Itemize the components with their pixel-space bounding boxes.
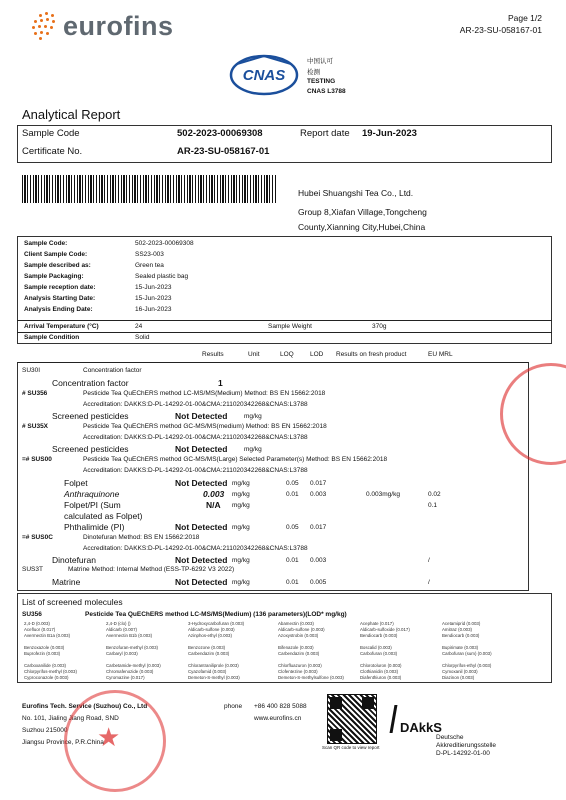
molecule: Chromafenozide (0.003) [106,669,154,674]
eurofins-logo [30,10,174,46]
molecule: Aldicarb-sulfoxide (0.017) [360,627,410,632]
molecule: Cyazofamid (0.003) [188,669,227,674]
molecule: Benzozone (0.003) [188,645,226,650]
arrival-label: Arrival Temperature (°C) [24,323,99,330]
report-date-value: 19-Jun-2023 [362,128,417,139]
molecule: Aldicarb-sulfone (0.003) [278,627,325,632]
molecule: Buprofezin (0.003) [24,651,61,656]
analyte-result: Not Detected [175,444,228,454]
sample-code-label: Sample Code [22,128,80,139]
analyte-loq: 0.05 [286,524,299,531]
method-name: Concentration factor [83,367,142,374]
method-code: SUS3T [22,566,43,573]
logo-dots-icon [30,12,60,42]
analyte-label: Screened pesticides [52,411,129,421]
molecule: Clofentezine (0.003) [278,669,318,674]
info-label: Analysis Starting Date: [24,295,96,302]
analyte-unit: mg/kg [232,557,250,564]
analyte-unit: mg/kg [244,446,262,453]
molecule: Avermectin B1b (0.003) [106,633,153,638]
molecule: Bendiocarb (0.003) [360,633,398,638]
phone-label: phone [224,703,243,710]
info-label: Sample Code: [24,240,68,247]
screened-method: Pesticide Tea QuEChERS method LC-MS/MS(Medium) (136 parameters)(LOD* mg/kg) [85,611,347,618]
molecule: Diazinon (0.003) [442,675,475,680]
analyte-unit: mg/kg [232,502,250,509]
analyte-result: N/A [206,500,221,510]
cnas-line3: TESTING [307,78,336,85]
analyte-lod: 0.005 [310,579,327,586]
analyte-loq: 0.05 [286,480,299,487]
client-address-1: Group 8,Xiafan Village,Tongcheng [298,207,427,217]
method-name: Pesticide Tea QuEChERS method LC-MS/MS(Medium) Method: BS EN 15662:2018 [83,390,326,397]
molecule: Acetamiprid (0.003) [442,621,481,626]
analyte-label-cont: calculated as Folpet) [64,511,143,521]
analyte-unit: mg/kg [244,413,262,420]
info-value: 15-Jun-2023 [135,295,172,302]
accreditation: Accreditation: DAKKS:D-PL-14292-01-00&CMA:211020342268&CNAS:L3788 [83,467,308,474]
molecule: Demeton-S-methylsulfone (0.003) [278,675,344,680]
footer-company: Eurofins Tech. Service (Suzhou) Co., Ltd [22,703,148,710]
molecule: Carbetamide-methyl (0.003) [106,663,161,668]
molecule: Cyromazine (0.017) [106,675,145,680]
analyte-lod: 0.017 [310,480,327,487]
seal-star-icon: ★ [97,722,121,752]
brand-name: eurofins [63,11,174,41]
cnas-line4: CNAS L3788 [307,88,346,95]
molecule: Bifenazole (0.003) [278,645,314,650]
col-results: Results [202,351,224,358]
analyte-result: Not Detected [175,478,228,488]
molecule: 2,4-D (0.003) [24,621,50,626]
analyte-loq: 0.01 [286,579,299,586]
analyte-unit: mg/kg [232,579,250,586]
qr-caption: Scan QR code to view report [322,745,380,750]
dakks-mark: DAkkS [400,720,442,735]
analyte-mrl: 0.1 [428,502,438,509]
cnas-line2: 检测 [307,69,320,76]
info-label: Sample reception date: [24,284,96,291]
cnas-logo [229,54,299,96]
analyte-lod: 0.003 [310,557,327,564]
molecule: Cyproconazole (0.003) [24,675,69,680]
molecule: Chlorfluazuron (0.003) [278,663,322,668]
analyte-label: Dinotefuran [52,555,96,565]
molecule: Carbendazim (0.003) [278,651,320,656]
analyte-unit: mg/kg [232,524,250,531]
analyte-label: Concentration factor [52,378,129,388]
cert-label: Certificate No. [22,146,83,157]
accreditation: Accreditation: DAKKS:D-PL-14292-01-00&CMA:211020342268&CNAS:L3788 [83,401,308,408]
accreditation: Accreditation: DAKKS:D-PL-14292-01-00&CMA:211020342268&CNAS:L3788 [83,434,308,441]
molecule: Amitraz (0.003) [442,627,473,632]
cnas-mark: CNAS [242,67,286,84]
report-number-top: AR-23-SU-058167-01 [459,25,542,35]
method-name: Pesticide Tea QuEChERS method GC-MS/MS(medium) Method: BS EN 15662:2018 [83,423,327,430]
info-label: Sample described as: [24,262,91,269]
molecule: 3-Hydroxycarbofuran (0.003) [188,621,245,626]
molecule: Aldicarb-sulfone (0.003) [188,627,235,632]
condition-label: Sample Condition [24,334,80,341]
molecule: Aldicarb (0.007) [106,627,137,632]
report-header-box [17,125,552,163]
molecule: Acefluor (0.017) [24,627,56,632]
col-unit: Unit [248,351,260,358]
analyte-label: Anthraquinone [64,489,120,499]
info-value: SS23-003 [135,251,164,258]
analyte-result: Not Detected [175,555,228,565]
weight-label: Sample Weight [268,323,312,330]
molecule: Acephate (0.017) [360,621,394,626]
info-value: Green tea [135,262,164,269]
col-fresh: Results on fresh product [336,351,407,358]
method-name: Pesticide Tea QuEChERS method GC-MS/MS(Large) Selected Parameter(s) Method: BS EN 15662:2018 [83,456,388,463]
molecule: Benzoxazole (0.003) [24,645,65,650]
analyte-result: Not Detected [175,411,228,421]
barcode [22,175,276,203]
cnas-line1: 中国认可 [307,58,333,65]
phone-number: +86 400 828 5088 [254,703,307,710]
arrival-value: 24 [135,323,143,330]
info-value: 15-Jun-2023 [135,284,172,291]
analyte-unit: mg/kg [232,491,250,498]
page-number: Page 1/2 [507,13,542,23]
dakks-line3: D-PL-14292-01-00 [436,750,490,757]
footer-address-2: Suzhou 215000 [22,727,68,734]
analyte-mrl: / [428,579,430,586]
analyte-lod: 0.003 [310,491,327,498]
molecule: Chlorpyrifos-methyl (0.003) [24,669,77,674]
analyte-label: Phthalimide (PI) [64,522,125,532]
info-value: 16-Jun-2023 [135,306,172,313]
method-code: # SU356 [22,390,48,397]
qr-code-icon[interactable] [327,694,377,744]
analyte-result: 1 [218,378,223,388]
molecule: Bupirimate (0.003) [442,645,479,650]
analyte-fresh: 0.003mg/kg [366,491,400,498]
col-loq: LOQ [280,351,294,358]
molecule: Clothianidin (0.003) [360,669,399,674]
molecule: Demeton-S-methyl (0.003) [188,675,240,680]
method-name: Matrine Method: Internal Method (ESS-TP-6292 V3 2022) [68,566,235,573]
dakks-line2: Akkreditierungsstelle [436,742,496,749]
molecule: Carbendazim (0.003) [188,651,230,656]
client-name: Hubei Shuangshi Tea Co., Ltd. [298,188,414,198]
molecule: Bendiocarb (0.003) [442,633,480,638]
dakks-line1: Deutsche [436,734,464,741]
analyte-label: Folpet [64,478,88,488]
method-code: =# SUS0C [22,534,53,541]
method-name: Dinotefuran Method: BS EN 15662:2018 [83,534,200,541]
analyte-label: Folpet/PI (Sum [64,500,121,510]
molecule: Chlorantraniliprole (0.003) [188,663,239,668]
analyte-mrl: 0.02 [428,491,441,498]
cert-value: AR-23-SU-058167-01 [177,146,270,157]
footer-address-3: Jiangsu Province, P.R.China [22,739,104,746]
molecule: Avermectin B1a (0.003) [24,633,71,638]
molecule: Diafenthiuron (0.003) [360,675,402,680]
page-title: Analytical Report [22,107,121,122]
condition-value: Solid [135,334,150,341]
accreditation: Accreditation: DAKKS:D-PL-14292-01-00&CMA:211020342268&CNAS:L3788 [83,545,308,552]
info-value: 502-2023-00069308 [135,240,194,247]
analyte-loq: 0.01 [286,491,299,498]
col-mrl: EU MRL [428,351,453,358]
molecule: Carbofuran (0.003) [360,651,398,656]
sample-code-value: 502-2023-00069308 [177,128,263,139]
molecule: Chlorotoluron (0.003) [360,663,402,668]
molecule: Carboxanilide (0.003) [24,663,66,668]
website-link[interactable]: www.eurofins.cn [254,715,302,722]
molecule: Carbofuran (sum) (0.003) [442,651,492,656]
molecule: Azoxystrobin (0.003) [278,633,319,638]
client-address-2: County,Xianning City,Hubei,China [298,222,426,232]
method-code: SU30I [22,367,41,374]
analyte-lod: 0.017 [310,524,327,531]
molecule: Benzofuran-methyl (0.003) [106,645,158,650]
info-label: Sample Packaging: [24,273,84,280]
molecule: Boscalid (0.003) [360,645,392,650]
analyte-loq: 0.01 [286,557,299,564]
analyte-label: Screened pesticides [52,444,129,454]
molecule: 2,4-D (clo) () [106,621,131,626]
method-code: =# SUS00 [22,456,52,463]
info-label: Client Sample Code: [24,251,88,258]
molecule: Carbaryl (0.003) [106,651,138,656]
analyte-result: 0.003 [203,489,225,499]
info-label: Analysis Ending Date: [24,306,93,313]
molecule: Abamectin (0.003) [278,621,314,626]
info-value: Sealed plastic bag [135,273,189,280]
analyte-unit: mg/kg [232,480,250,487]
screened-title: List of screened molecules [22,597,123,607]
analyte-result: Not Detected [175,577,228,587]
analyte-mrl: / [428,557,430,564]
molecule: Cymoxanil (0.003) [442,669,478,674]
weight-value: 370g [372,323,387,330]
footer-address-1: No. 101, Jialing Jiang Road, SND [22,715,119,722]
screened-code: SU356 [22,611,42,618]
molecule: Chlorpyrifos-ethyl (0.003) [442,663,492,668]
col-lod: LOD [310,351,324,358]
report-date-label: Report date [300,128,350,139]
molecule: Azinphos-ethyl (0.003) [188,633,232,638]
analyte-result: Not Detected [175,522,228,532]
method-code: # SU35X [22,423,49,430]
analyte-label: Matrine [52,577,81,587]
